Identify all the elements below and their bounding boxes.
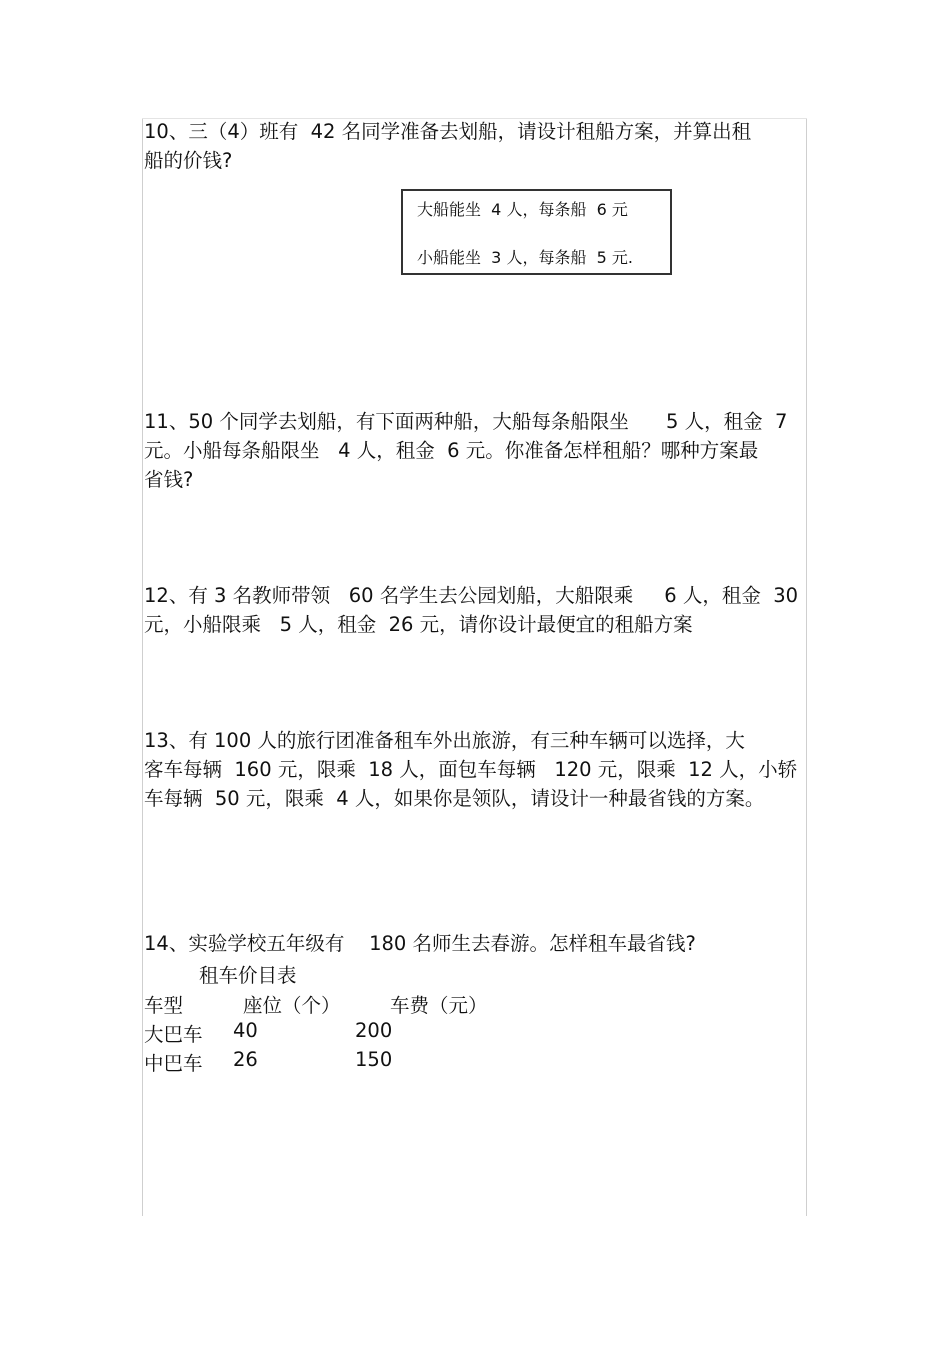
question-11-line-2: 元。小船每条船限坐 4 人，租金 6 元。你准备怎样租船？哪种方案最 xyxy=(144,439,759,462)
table-cell-type: 大巴车 xyxy=(144,1023,203,1046)
question-12-line-1: 12、有 3 名教师带领 60 名学生去公园划船，大船限乘 6 人，租金 30 xyxy=(144,584,799,607)
table-cell-seats: 40 xyxy=(233,1019,258,1042)
question-11-line-3: 省钱? xyxy=(144,468,194,491)
page-border-left xyxy=(142,118,143,1216)
table-cell-fee: 200 xyxy=(355,1019,393,1042)
question-13-line-3: 车每辆 50 元，限乘 4 人，如果你是领队，请设计一种最省钱的方案。 xyxy=(144,787,765,810)
question-10-line-1: 10、三（4）班有 42 名同学准备去划船，请设计租船方案，并算出租 xyxy=(144,120,752,143)
question-13-line-2: 客车每辆 160 元，限乘 18 人，面包车每辆 120 元，限乘 12 人，小轿 xyxy=(144,758,798,781)
question-11-line-1: 11、50 个同学去划船，有下面两种船，大船每条船限坐 5 人，租金 7 xyxy=(144,410,788,433)
boat-info-box xyxy=(401,189,672,275)
table-cell-seats: 26 xyxy=(233,1048,258,1071)
price-table-title: 租车价目表 xyxy=(199,964,297,987)
table-header-fee: 车费（元） xyxy=(390,994,488,1017)
boat-info-large: 大船能坐 4 人，每条船 6 元 xyxy=(417,200,628,219)
question-13-line-1: 13、有 100 人的旅行团准备租车外出旅游，有三种车辆可以选择，大 xyxy=(144,729,745,752)
question-10-line-2: 船的价钱? xyxy=(144,149,233,172)
page-border-right xyxy=(806,118,807,1216)
question-12-line-2: 元，小船限乘 5 人，租金 26 元，请你设计最便宜的租船方案 xyxy=(144,613,693,636)
table-cell-type: 中巴车 xyxy=(144,1052,203,1075)
boat-info-small: 小船能坐 3 人，每条船 5 元. xyxy=(417,248,633,267)
table-header-type: 车型 xyxy=(144,994,184,1017)
question-14-line-1: 14、实验学校五年级有 180 名师生去春游。怎样租车最省钱? xyxy=(144,932,696,955)
table-cell-fee: 150 xyxy=(355,1048,393,1071)
table-header-seats: 座位（个） xyxy=(243,994,341,1017)
